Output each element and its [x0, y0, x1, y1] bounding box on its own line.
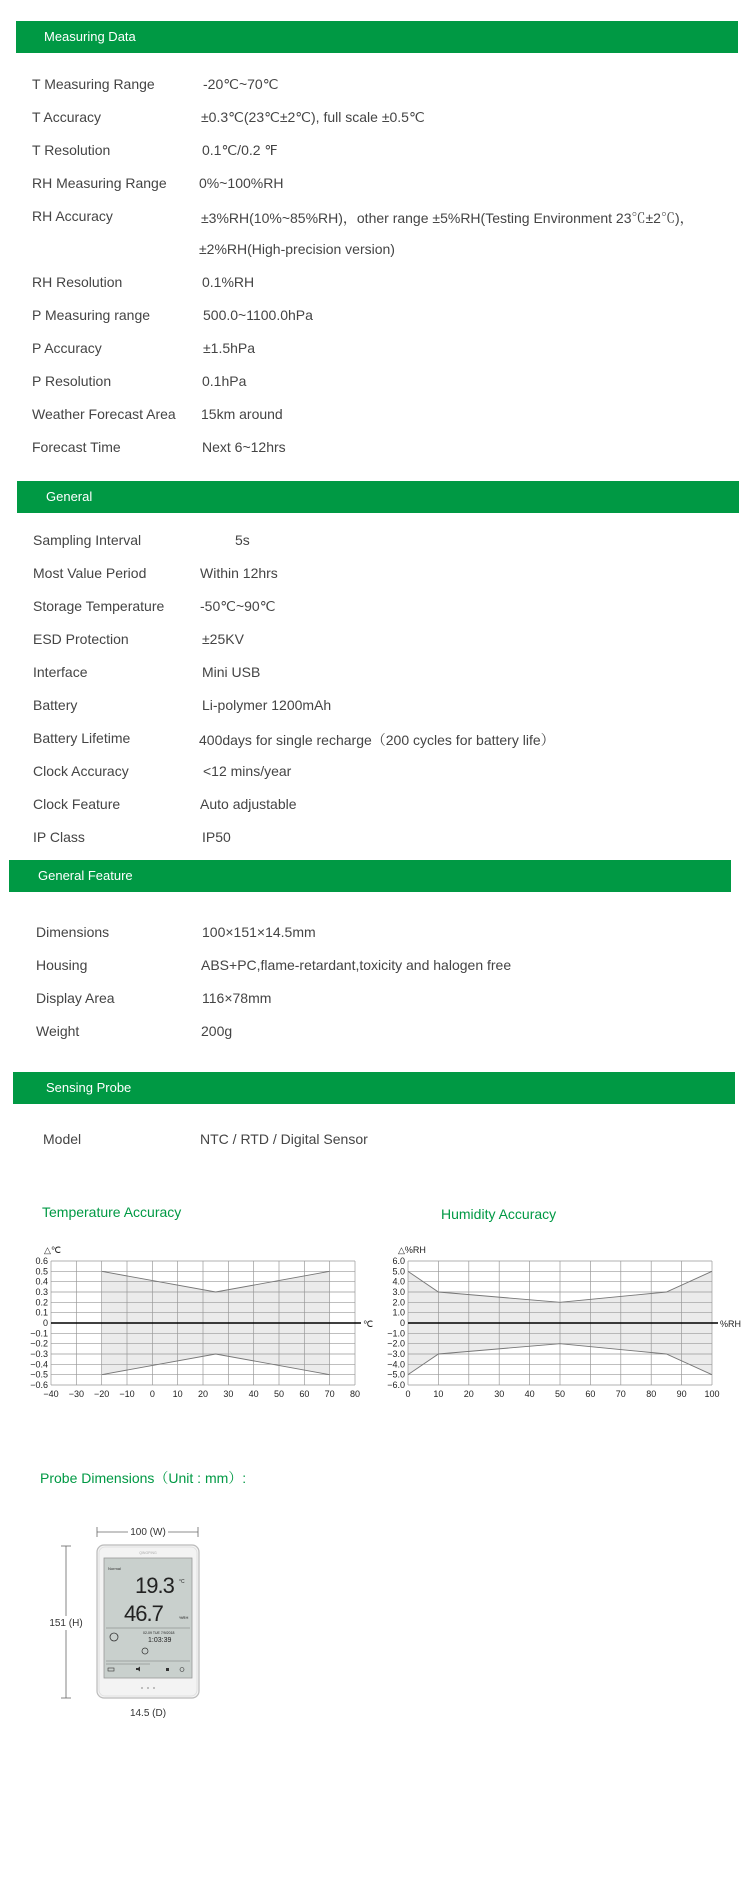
spec-row	[32, 340, 740, 360]
spec-row	[33, 532, 740, 552]
section-header-general	[17, 481, 739, 513]
spec-value: 5s	[235, 532, 250, 548]
spec-key: P Accuracy	[32, 340, 102, 356]
spec-value: Auto adjustable	[200, 796, 297, 812]
spec-key: ESD Protection	[33, 631, 129, 647]
spec-value: 0.1%RH	[202, 274, 255, 290]
section-title: Sensing Probe	[46, 1080, 132, 1095]
y-tick-label: −1.0	[387, 1328, 405, 1339]
spec-row	[32, 109, 740, 129]
spec-key: RH Resolution	[32, 274, 123, 290]
y-tick-label: −3.0	[387, 1349, 405, 1359]
section-header-probe	[13, 1072, 735, 1104]
spec-row	[33, 664, 740, 684]
x-tick-label: 40	[248, 1389, 259, 1399]
spec-key: Dimensions	[36, 924, 110, 940]
spec-row	[36, 924, 740, 944]
y-tick-label: −0.2	[30, 1338, 48, 1349]
y-tick-label: 4.0	[392, 1276, 405, 1287]
y-tick-label: 0.1	[35, 1307, 48, 1318]
x-tick-label: −30	[68, 1389, 84, 1399]
spec-key: Forecast Time	[32, 439, 121, 455]
x-tick-label: 20	[197, 1389, 209, 1399]
spec-row	[33, 697, 740, 717]
y-tick-label: 6.0	[392, 1256, 405, 1266]
x-tick-label: 100	[704, 1389, 720, 1399]
spec-row	[32, 307, 740, 327]
x-tick-label: 70	[324, 1389, 335, 1399]
screen-mode-label: Normal	[108, 1566, 121, 1571]
x-axis-label: ℃	[363, 1319, 374, 1329]
y-tick-label: −0.6	[30, 1380, 48, 1390]
spec-row	[33, 631, 740, 651]
spec-value: 0.1℃/0.2 ℉	[202, 142, 278, 158]
stop-icon	[166, 1668, 169, 1671]
spec-key: T Resolution	[32, 142, 111, 158]
spec-row	[32, 439, 740, 459]
spec-key: Clock Accuracy	[33, 763, 129, 779]
spec-row	[33, 730, 740, 750]
spec-row	[32, 175, 740, 195]
x-tick-label: 90	[676, 1389, 687, 1399]
x-tick-label: 60	[585, 1389, 596, 1399]
y-axis-label: △℃	[44, 1245, 62, 1255]
spec-value: <12 mins/year	[203, 763, 292, 779]
y-tick-label: 0.6	[35, 1256, 48, 1266]
indicator-dot	[141, 1687, 143, 1689]
width-label: 100 (W)	[130, 1527, 166, 1538]
x-tick-label: 50	[554, 1389, 566, 1399]
y-tick-label: −4.0	[387, 1359, 405, 1370]
spec-value: Mini USB	[202, 664, 261, 680]
spec-key: RH Measuring Range	[32, 175, 167, 191]
x-axis-label: %RH	[720, 1319, 742, 1329]
spec-row	[32, 274, 740, 294]
y-tick-label: −5.0	[387, 1369, 405, 1380]
spec-value: Within 12hrs	[200, 565, 278, 581]
y-tick-label: −0.5	[30, 1369, 48, 1380]
x-tick-label: −40	[43, 1389, 59, 1399]
spec-key: Weight	[36, 1023, 80, 1039]
y-tick-label: −6.0	[387, 1380, 405, 1390]
temperature-unit: °C	[179, 1579, 185, 1585]
x-tick-label: 0	[405, 1389, 411, 1399]
x-tick-label: 30	[494, 1389, 505, 1399]
y-tick-label: 0.2	[35, 1297, 48, 1308]
spec-key: Storage Temperature	[33, 598, 165, 614]
spec-row	[36, 990, 740, 1010]
spec-value: -20℃~70℃	[203, 76, 279, 92]
spec-value: 15km around	[201, 406, 283, 422]
section-header-measuring	[16, 21, 738, 53]
spec-value: ±0.3℃(23℃±2℃), full scale ±0.5℃	[201, 109, 425, 125]
date-text: 02-09 TUE 7/9/2018	[143, 1631, 175, 1635]
spec-key: Model	[43, 1131, 82, 1147]
x-tick-label: −20	[94, 1389, 110, 1399]
humidity-reading: 46.7	[124, 1601, 163, 1626]
humidity-accuracy-chart	[380, 1230, 750, 1410]
x-tick-label: 10	[433, 1389, 444, 1399]
spec-key: Housing	[36, 957, 88, 973]
spec-value: 500.0~1100.0hPa	[203, 307, 313, 323]
x-tick-label: 50	[273, 1389, 285, 1399]
spec-key: T Accuracy	[32, 109, 101, 125]
y-tick-label: −0.3	[30, 1349, 48, 1359]
temperature-chart-title: Temperature Accuracy	[42, 1204, 182, 1220]
spec-key: Most Value Period	[33, 565, 147, 581]
spec-row	[36, 957, 740, 977]
y-tick-label: 1.0	[392, 1307, 405, 1318]
spec-row	[33, 829, 740, 849]
spec-value: -50℃~90℃	[200, 598, 276, 614]
spec-key: T Measuring Range	[32, 76, 155, 92]
spec-value: Next 6~12hrs	[202, 439, 286, 455]
spec-value: ±3%RH(10%~85%RH)，other range ±5%RH(Testing Environment 23℃±2℃)，	[201, 210, 694, 226]
spec-row	[33, 763, 740, 783]
y-axis-label: △%RH	[398, 1245, 426, 1255]
x-tick-label: 40	[524, 1389, 535, 1399]
humidity-chart-title: Humidity Accuracy	[441, 1206, 557, 1222]
spec-key: Weather Forecast Area	[32, 406, 176, 422]
height-label: 151 (H)	[49, 1618, 83, 1629]
spec-row	[33, 598, 740, 618]
spec-value: 400days for single recharge（200 cycles for battery life）	[199, 732, 555, 748]
spec-value: 100×151×14.5mm	[202, 924, 316, 940]
y-tick-label: 0.4	[35, 1276, 48, 1287]
y-tick-label: 3.0	[392, 1287, 405, 1297]
spec-key: Battery	[33, 697, 78, 713]
spec-row	[32, 76, 740, 96]
x-tick-label: 80	[646, 1389, 657, 1399]
section-header-feature	[9, 860, 731, 892]
humidity-unit: %RH	[179, 1615, 189, 1620]
spec-value: ABS+PC,flame-retardant,toxicity and halogen free	[201, 957, 512, 973]
spec-value: 116×78mm	[202, 990, 272, 1006]
spec-value: 0%~100%RH	[199, 175, 284, 191]
spec-key: RH Accuracy	[32, 208, 113, 224]
spec-row	[32, 373, 740, 393]
spec-row	[36, 1023, 740, 1043]
spec-row	[33, 565, 740, 585]
x-tick-label: 60	[299, 1389, 310, 1399]
y-tick-label: 0	[42, 1318, 48, 1328]
spec-row	[32, 241, 740, 261]
spec-key: Battery Lifetime	[33, 730, 131, 746]
spec-row	[32, 208, 740, 228]
spec-value: ±1.5hPa	[203, 340, 256, 356]
spec-value: 200g	[201, 1023, 233, 1039]
brand-label: QINGPING	[139, 1551, 157, 1555]
section-title: General Feature	[38, 868, 133, 883]
spec-value: ±25KV	[202, 631, 244, 647]
spec-key: Clock Feature	[33, 796, 121, 812]
y-tick-label: −2.0	[387, 1338, 405, 1349]
spec-key: P Resolution	[32, 373, 112, 389]
x-tick-label: 0	[149, 1389, 155, 1399]
spec-row	[32, 406, 740, 426]
x-tick-label: 20	[463, 1389, 474, 1399]
y-tick-label: −0.4	[30, 1359, 48, 1370]
y-tick-label: 0	[399, 1318, 405, 1328]
spec-row	[32, 142, 740, 162]
spec-value: ±2%RH(High-precision version)	[199, 241, 395, 257]
spec-value: NTC / RTD / Digital Sensor	[200, 1131, 368, 1147]
spec-key: Interface	[33, 664, 88, 680]
spec-key: P Measuring range	[32, 307, 151, 323]
spec-key: IP Class	[33, 829, 85, 845]
indicator-dot	[147, 1687, 149, 1689]
y-tick-label: 2.0	[392, 1297, 405, 1308]
x-tick-label: 30	[223, 1389, 234, 1399]
y-tick-label: 0.3	[35, 1287, 48, 1297]
spec-value: IP50	[202, 829, 231, 845]
spec-row	[33, 796, 740, 816]
indicator-dot	[153, 1687, 155, 1689]
x-tick-label: −10	[119, 1389, 135, 1399]
y-tick-label: 0.5	[35, 1266, 48, 1277]
x-tick-label: 70	[615, 1389, 626, 1399]
temperature-accuracy-chart	[0, 1230, 380, 1410]
depth-label: 14.5 (D)	[129, 1708, 167, 1719]
time-text: 1:03:39	[148, 1637, 172, 1644]
section-title: General	[46, 489, 93, 504]
device-drawing	[40, 1518, 220, 1728]
y-tick-label: 5.0	[392, 1266, 405, 1277]
section-title: Measuring Data	[44, 29, 136, 44]
x-tick-label: 10	[172, 1389, 183, 1399]
probe-dimensions-title: Probe Dimensions（Unit : mm）:	[40, 1470, 247, 1486]
spec-row	[43, 1131, 740, 1151]
x-tick-label: 80	[349, 1389, 361, 1399]
spec-value: Li-polymer 1200mAh	[202, 697, 332, 713]
temperature-reading: 19.3	[135, 1573, 174, 1598]
y-tick-label: −0.1	[30, 1328, 48, 1339]
spec-value: 0.1hPa	[202, 373, 247, 389]
spec-key: Display Area	[36, 990, 115, 1006]
spec-key: Sampling Interval	[33, 532, 142, 548]
